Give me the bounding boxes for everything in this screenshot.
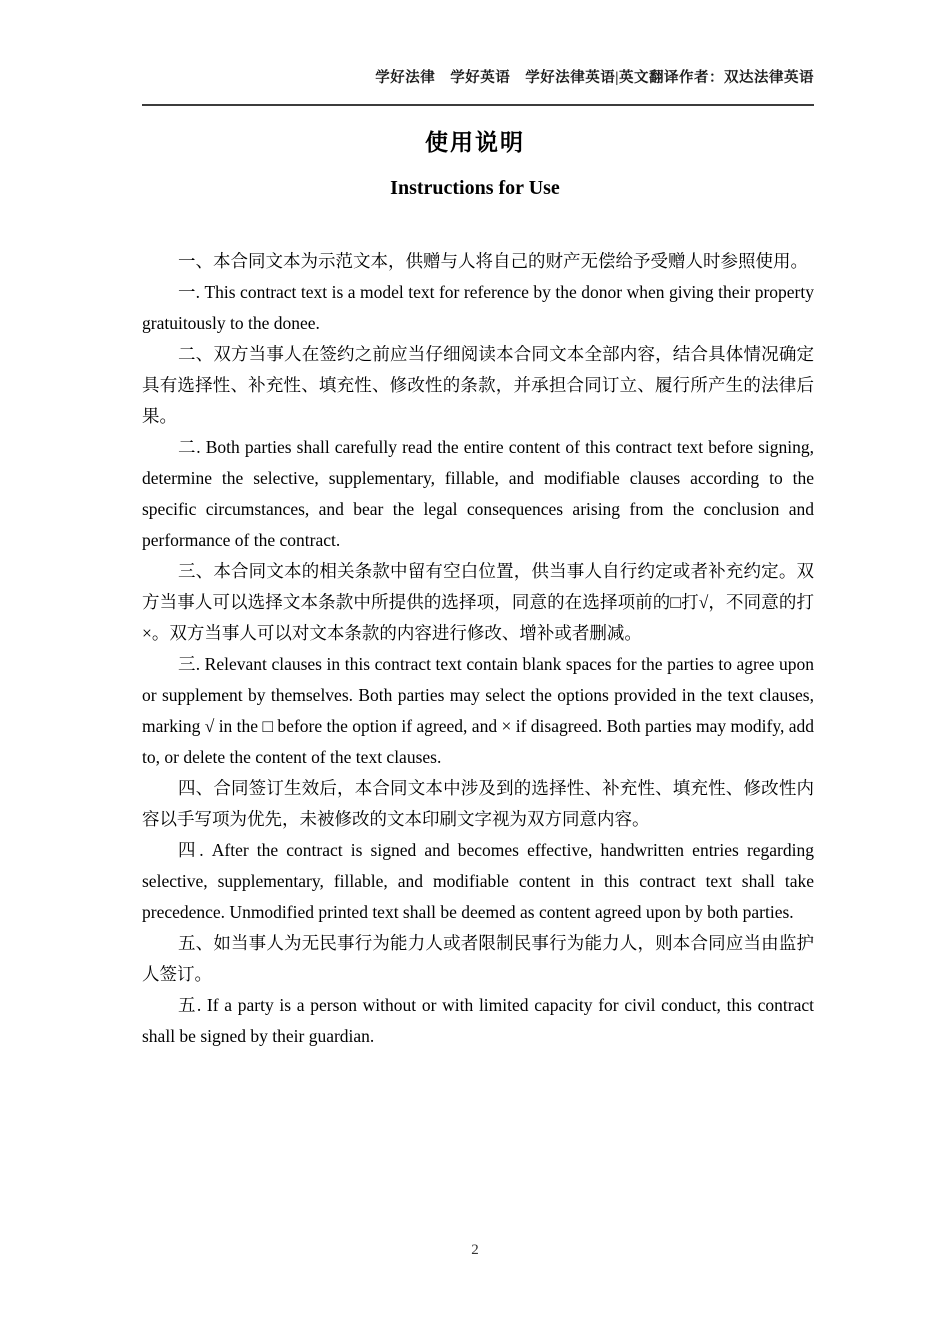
paragraph-1-english: 一. This contract text is a model text for reference by the donor when giving their property gratuitously to the donee. (142, 282, 814, 333)
document-title-english: Instructions for Use (390, 177, 560, 199)
paragraph-3-english: 三. Relevant clauses in this contract text contain blank spaces for the parties to agree upon or supplement by themselves. Both parties may select the options provided in the text clauses, marking √ in the □ before the option if agreed, and × if disagreed. Both parties may modify, add to, or delete the content of the text clauses. (142, 654, 814, 767)
header-divider-rule (142, 104, 814, 106)
paragraph-1-chinese: 一、本合同文本为示范文本，供赠与人将自己的财产无偿给予受赠人时参照使用。 (178, 251, 808, 271)
page-header-text: 学好法律 学好英语 学好法律英语|英文翻译作者：双达法律英语 (375, 70, 814, 86)
paragraph-3-chinese: 三、本合同文本的相关条款中留有空白位置，供当事人自行约定或者补充约定。双方当事人可以选择文本条款中所提供的选择项，同意的在选择项前的□打√，不同意的打×。双方当事人可以对文本条款的内容进行修改、增补或者删减。 (142, 561, 814, 643)
paragraph-4-english: 四. After the contract is signed and becomes effective, handwritten entries regarding selective, supplementary, fillable, and modifiable content in this contract text shall take precedence. Unmodified printed text shall be deemed as content agreed upon by both parties. (142, 840, 814, 922)
document-title-chinese: 使用说明 (425, 130, 525, 155)
paragraph-5-chinese: 五、如当事人为无民事行为能力人或者限制民事行为能力人，则本合同应当由监护人签订。 (142, 933, 814, 984)
page-number: 2 (471, 1242, 479, 1258)
paragraph-2-chinese: 二、双方当事人在签约之前应当仔细阅读本合同文本全部内容，结合具体情况确定具有选择性、补充性、填充性、修改性的条款，并承担合同订立、履行所产生的法律后果。 (142, 344, 814, 426)
document-body (142, 246, 814, 1052)
paragraph-5-english: 五. If a party is a person without or with limited capacity for civil conduct, this contract shall be signed by their guardian. (142, 995, 814, 1046)
paragraph-2-english: 二. Both parties shall carefully read the entire content of this contract text before signing, determine the selective, supplementary, fillable, and modifiable clauses according to the specific circumstances, and bear the legal consequences arising from the conclusion and performance of the contract. (142, 437, 814, 550)
paragraph-4-chinese: 四、合同签订生效后，本合同文本中涉及到的选择性、补充性、填充性、修改性内容以手写项为优先，未被修改的文本印刷文字视为双方同意内容。 (142, 778, 814, 829)
